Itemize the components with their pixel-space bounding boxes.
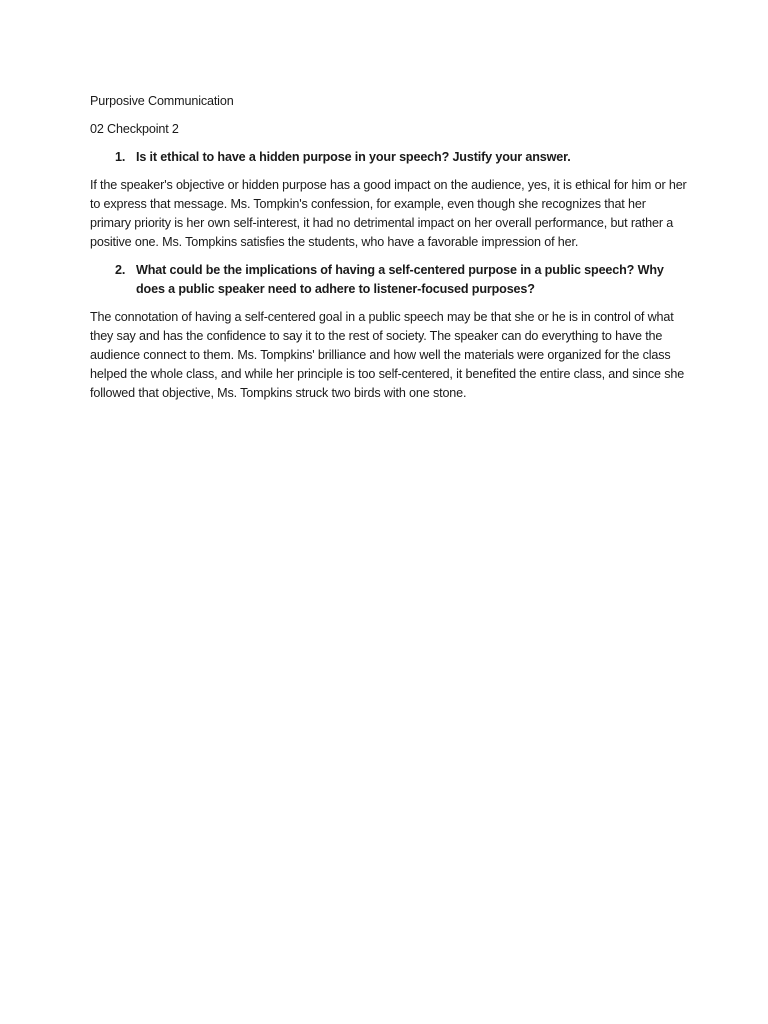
question-1-number: 1. xyxy=(115,150,126,164)
document-title: Purposive Communication xyxy=(90,94,234,108)
question-1 xyxy=(90,148,690,167)
question-2 xyxy=(90,261,690,299)
document-body xyxy=(90,92,690,412)
question-2-text: What could be the implications of having a self-centered purpose in a public speech? Why does a public speaker need to adhere to listener-focused purposes? xyxy=(136,263,664,296)
question-1-text: Is it ethical to have a hidden purpose in your speech? Justify your answer. xyxy=(136,150,571,164)
document-subtitle: 02 Checkpoint 2 xyxy=(90,122,179,136)
question-2-number: 2. xyxy=(115,263,126,277)
answer-2: The connotation of having a self-centered goal in a public speech may be that she or he is in control of what they say and has the confidence to say it to the rest of society. The speaker can do everything to have the audience connect to them. Ms. Tompkins' brilliance and how well the materials were organized for the class helped the whole class, and while her principle is too self-centered, it benefited the entire class, and since she followed that objective, Ms. Tompkins struck two birds with one stone. xyxy=(90,310,685,400)
answer-1: If the speaker's objective or hidden purpose has a good impact on the audience, yes, it is ethical for him or her to express that message. Ms. Tompkin's confession, for example, even though she recognizes that her primary priority is her own self-interest, it had no detrimental impact on her overall performance, but rather a positive one. Ms. Tompkins satisfies the students, who have a favorable impression of her. xyxy=(90,178,687,249)
